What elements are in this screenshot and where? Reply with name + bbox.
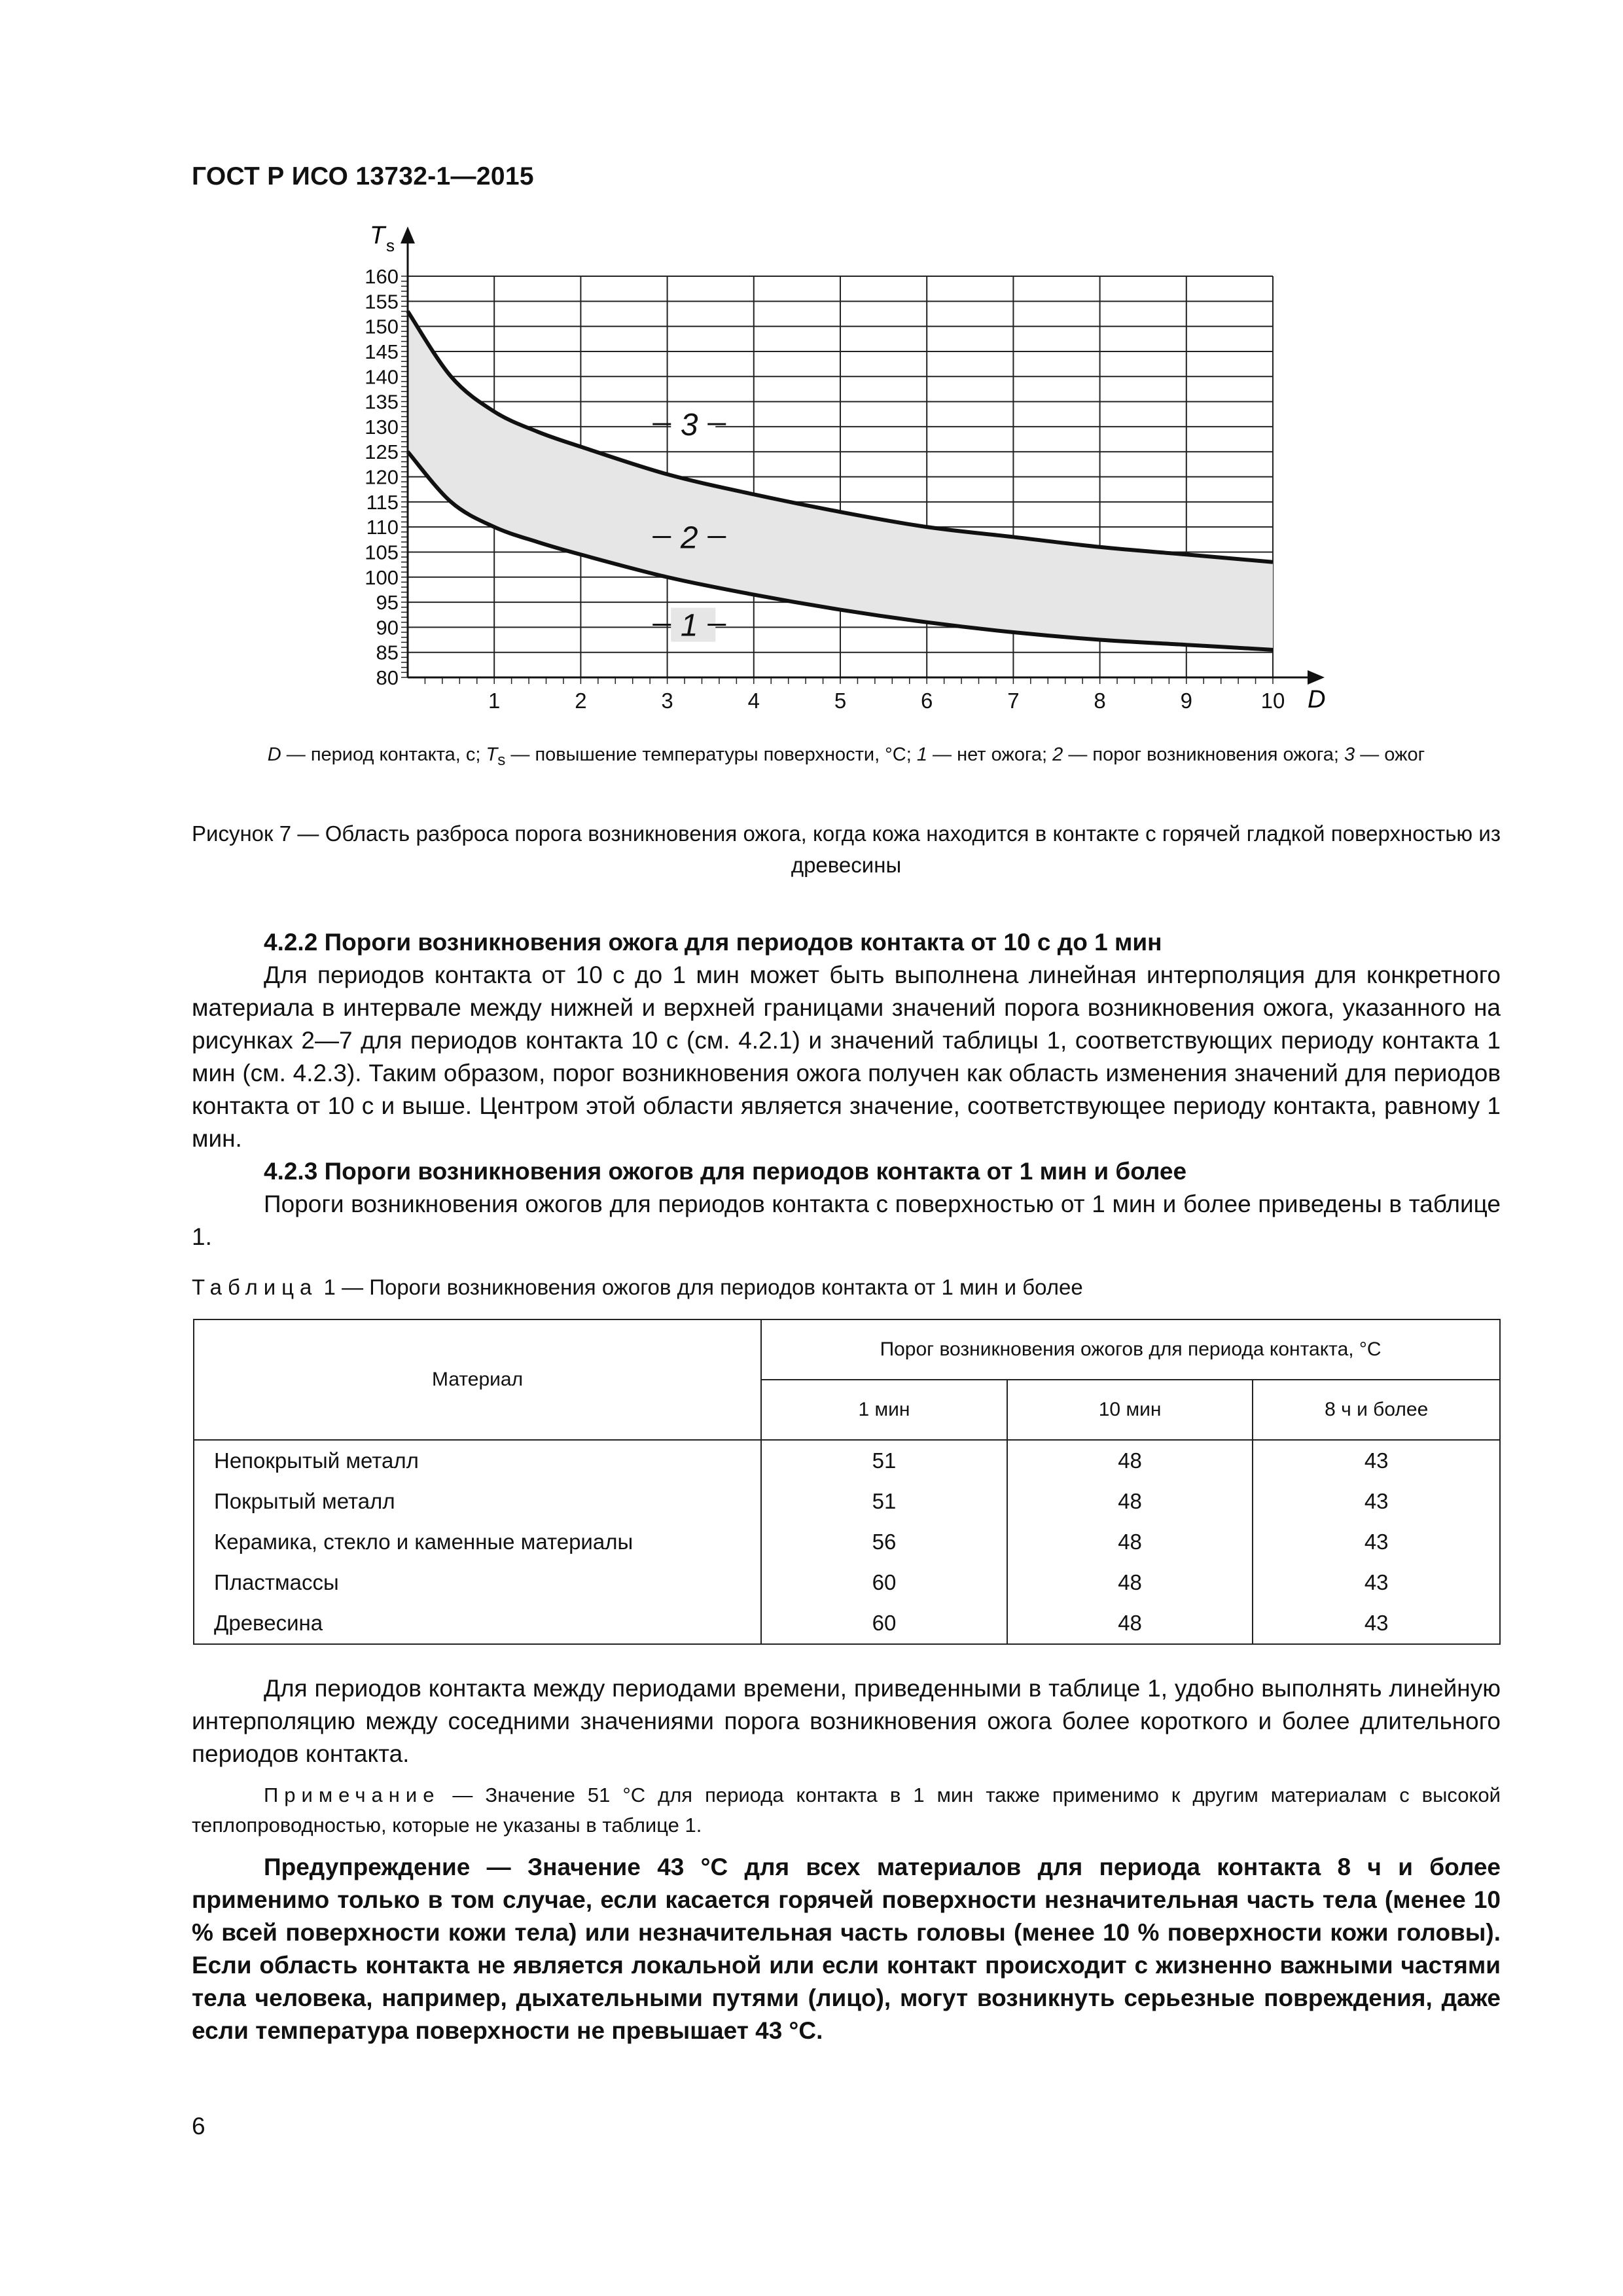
note-text: — Значение 51 °C для периода контакта в 1 мин также применимо к другим материалам с высокой теплопроводностью, которые не указаны в таблице 1.	[192, 1784, 1501, 1837]
burn-threshold-table	[193, 1319, 1501, 1645]
y-tick-label: 150	[365, 315, 399, 338]
y-tick-label: 85	[376, 641, 399, 664]
y-tick-label: 80	[376, 666, 399, 689]
y-tick-label: 110	[366, 516, 399, 539]
note-label: Примечание	[264, 1784, 440, 1806]
x-tick-label: 2	[575, 689, 587, 713]
y-tick-labels	[365, 265, 399, 689]
after-table-body: Для периодов контакта между периодами времени, приведенными в таблице 1, удобно выполнять линейную интерполяцию между соседними значениями порога возникновения ожога более короткого и более длительного периодов контакта.	[192, 1675, 1501, 1767]
table-row	[194, 1481, 1500, 1522]
x-tick-labels	[488, 689, 1285, 713]
y-tick-label: 100	[365, 565, 399, 589]
y-tick-label: 145	[365, 340, 399, 363]
header-threshold: Порог возникновения ожогов для периода контакта, °C	[761, 1319, 1500, 1380]
cell-value: 51	[761, 1440, 1007, 1481]
table-row	[194, 1603, 1500, 1644]
cell-value: 48	[1007, 1603, 1253, 1644]
legend-3-symbol: 3	[1344, 744, 1355, 765]
section-4-2-3-heading: 4.2.3 Пороги возникновения ожогов для периодов контакта от 1 мин и более	[264, 1158, 1187, 1185]
header-col-3: 8 ч и более	[1253, 1380, 1500, 1440]
y-tick-label: 160	[365, 265, 399, 288]
x-tick-label: 6	[921, 689, 933, 713]
region-label-2: 2	[680, 520, 698, 556]
y-tick-label: 95	[376, 591, 399, 615]
cell-value: 48	[1007, 1440, 1253, 1481]
burn-threshold-chart	[0, 0, 1623, 726]
cell-value: 43	[1253, 1440, 1500, 1481]
x-tick-label: 10	[1260, 689, 1285, 713]
table-title-label: Таблица	[192, 1275, 318, 1299]
x-tick-label: 8	[1094, 689, 1106, 713]
cell-value: 60	[761, 1562, 1007, 1603]
legend-2-text: — порог возникновения ожога;	[1063, 744, 1345, 765]
y-tick-label: 125	[365, 440, 399, 464]
x-tick-label: 5	[834, 689, 847, 713]
table-row	[194, 1562, 1500, 1603]
cell-material: Непокрытый металл	[194, 1440, 761, 1481]
section-4-2-2-body: Для периодов контакта от 10 с до 1 мин может быть выполнена линейная интерполяция для конкретного материала в интервале между нижней и верхней границами значений порога возникновения ожога, указанного на рисунках 2—7 для периодов контакта 10 с (см. 4.2.1) и значений таблицы 1, соответствующих периоду контакта 1 мин (см. 4.2.3). Таким образом, порог возникновения ожога получен как область изменения значений для периодов контакта от 10 с и выше. Центром этой области является значение, соответствующее периоду контакта, равному 1 мин.	[192, 961, 1501, 1152]
legend-d-text: — период контакта, с;	[281, 744, 486, 765]
y-tick-label: 115	[366, 490, 399, 514]
cell-value: 43	[1253, 1603, 1500, 1644]
after-table-text	[192, 1672, 1501, 1770]
legend-1-symbol: 1	[916, 744, 927, 765]
cell-value: 48	[1007, 1562, 1253, 1603]
region-label-1: 1	[680, 608, 698, 643]
cell-material: Древесина	[194, 1603, 761, 1644]
x-axis-label: D	[1308, 686, 1326, 713]
cell-value: 56	[761, 1522, 1007, 1562]
cell-value: 51	[761, 1481, 1007, 1522]
y-axis-label-subscript: s	[386, 236, 395, 255]
legend-t-text: — повышение температуры поверхности, °C;	[505, 744, 917, 765]
cell-material: Пластмассы	[194, 1562, 761, 1603]
document-header: ГОСТ Р ИСО 13732-1—2015	[192, 162, 534, 190]
table-title-text: 1 — Пороги возникновения ожогов для периодов контакта от 1 мин и более	[317, 1275, 1083, 1299]
cell-material: Керамика, стекло и каменные материалы	[194, 1522, 761, 1562]
x-tick-label: 7	[1007, 689, 1020, 713]
y-tick-label: 90	[376, 616, 399, 639]
note	[192, 1780, 1501, 1840]
section-4-2-2-heading: 4.2.2 Пороги возникновения ожога для периодов контакта от 10 с до 1 мин	[264, 929, 1162, 956]
y-tick-label: 155	[365, 290, 399, 314]
legend-3-text: — ожог	[1355, 744, 1425, 765]
legend-1-text: — нет ожога;	[927, 744, 1053, 765]
warning: Предупреждение — Значение 43 °C для всех материалов для периода контакта 8 ч и более применимо только в том случае, если касается горячей поверхности незначительная часть тела (менее 10 % всей поверхности кожи тела) или незначительная часть головы (менее 10 % поверхности кожи головы). Если область контакта не является локальной или если контакт происходит с жизненно важными частями тела человека, например, дыхательными путями (лицо), могут возникнуть серьезные повреждения, даже если температура поверхности не превышает 43 °C.	[192, 1854, 1501, 2044]
header-material: Материал	[194, 1319, 761, 1440]
section-4-2-2	[192, 926, 1501, 1253]
x-tick-label: 1	[488, 689, 501, 713]
section-4-2-3-body: Пороги возникновения ожогов для периодов контакта с поверхностью от 1 мин и более приведены в таблице 1.	[192, 1191, 1501, 1250]
legend-d-symbol: D	[267, 744, 281, 765]
cell-value: 60	[761, 1603, 1007, 1644]
table-row	[194, 1522, 1500, 1562]
x-tick-label: 4	[747, 689, 760, 713]
header-col-1: 1 мин	[761, 1380, 1007, 1440]
y-tick-label: 135	[365, 390, 399, 414]
cell-value: 43	[1253, 1481, 1500, 1522]
region-label-3: 3	[680, 408, 698, 443]
y-tick-label: 105	[365, 541, 399, 564]
figure-legend	[192, 741, 1501, 774]
cell-value: 43	[1253, 1562, 1500, 1603]
table-title	[192, 1275, 1083, 1300]
x-tick-label: 3	[661, 689, 673, 713]
table-row	[194, 1440, 1500, 1481]
legend-t-subscript: s	[497, 751, 506, 769]
x-tick-label: 9	[1180, 689, 1192, 713]
y-tick-label: 120	[365, 465, 399, 489]
y-axis-arrow	[401, 226, 415, 243]
y-tick-label: 140	[365, 365, 399, 389]
header-col-2: 10 мин	[1007, 1380, 1253, 1440]
cell-value: 48	[1007, 1522, 1253, 1562]
figure-caption: Рисунок 7 — Область разброса порога возникновения ожога, когда кожа находится в контакте с горячей гладкой поверхностью из древесины	[192, 821, 1501, 877]
page-number: 6	[192, 2113, 205, 2140]
cell-value: 43	[1253, 1522, 1500, 1562]
y-axis-label: T	[370, 222, 385, 249]
x-axis-arrow	[1308, 670, 1325, 685]
legend-t-symbol: T	[486, 744, 498, 765]
cell-value: 48	[1007, 1481, 1253, 1522]
y-tick-label: 130	[365, 415, 399, 439]
legend-2-symbol: 2	[1052, 744, 1063, 765]
cell-material: Покрытый металл	[194, 1481, 761, 1522]
